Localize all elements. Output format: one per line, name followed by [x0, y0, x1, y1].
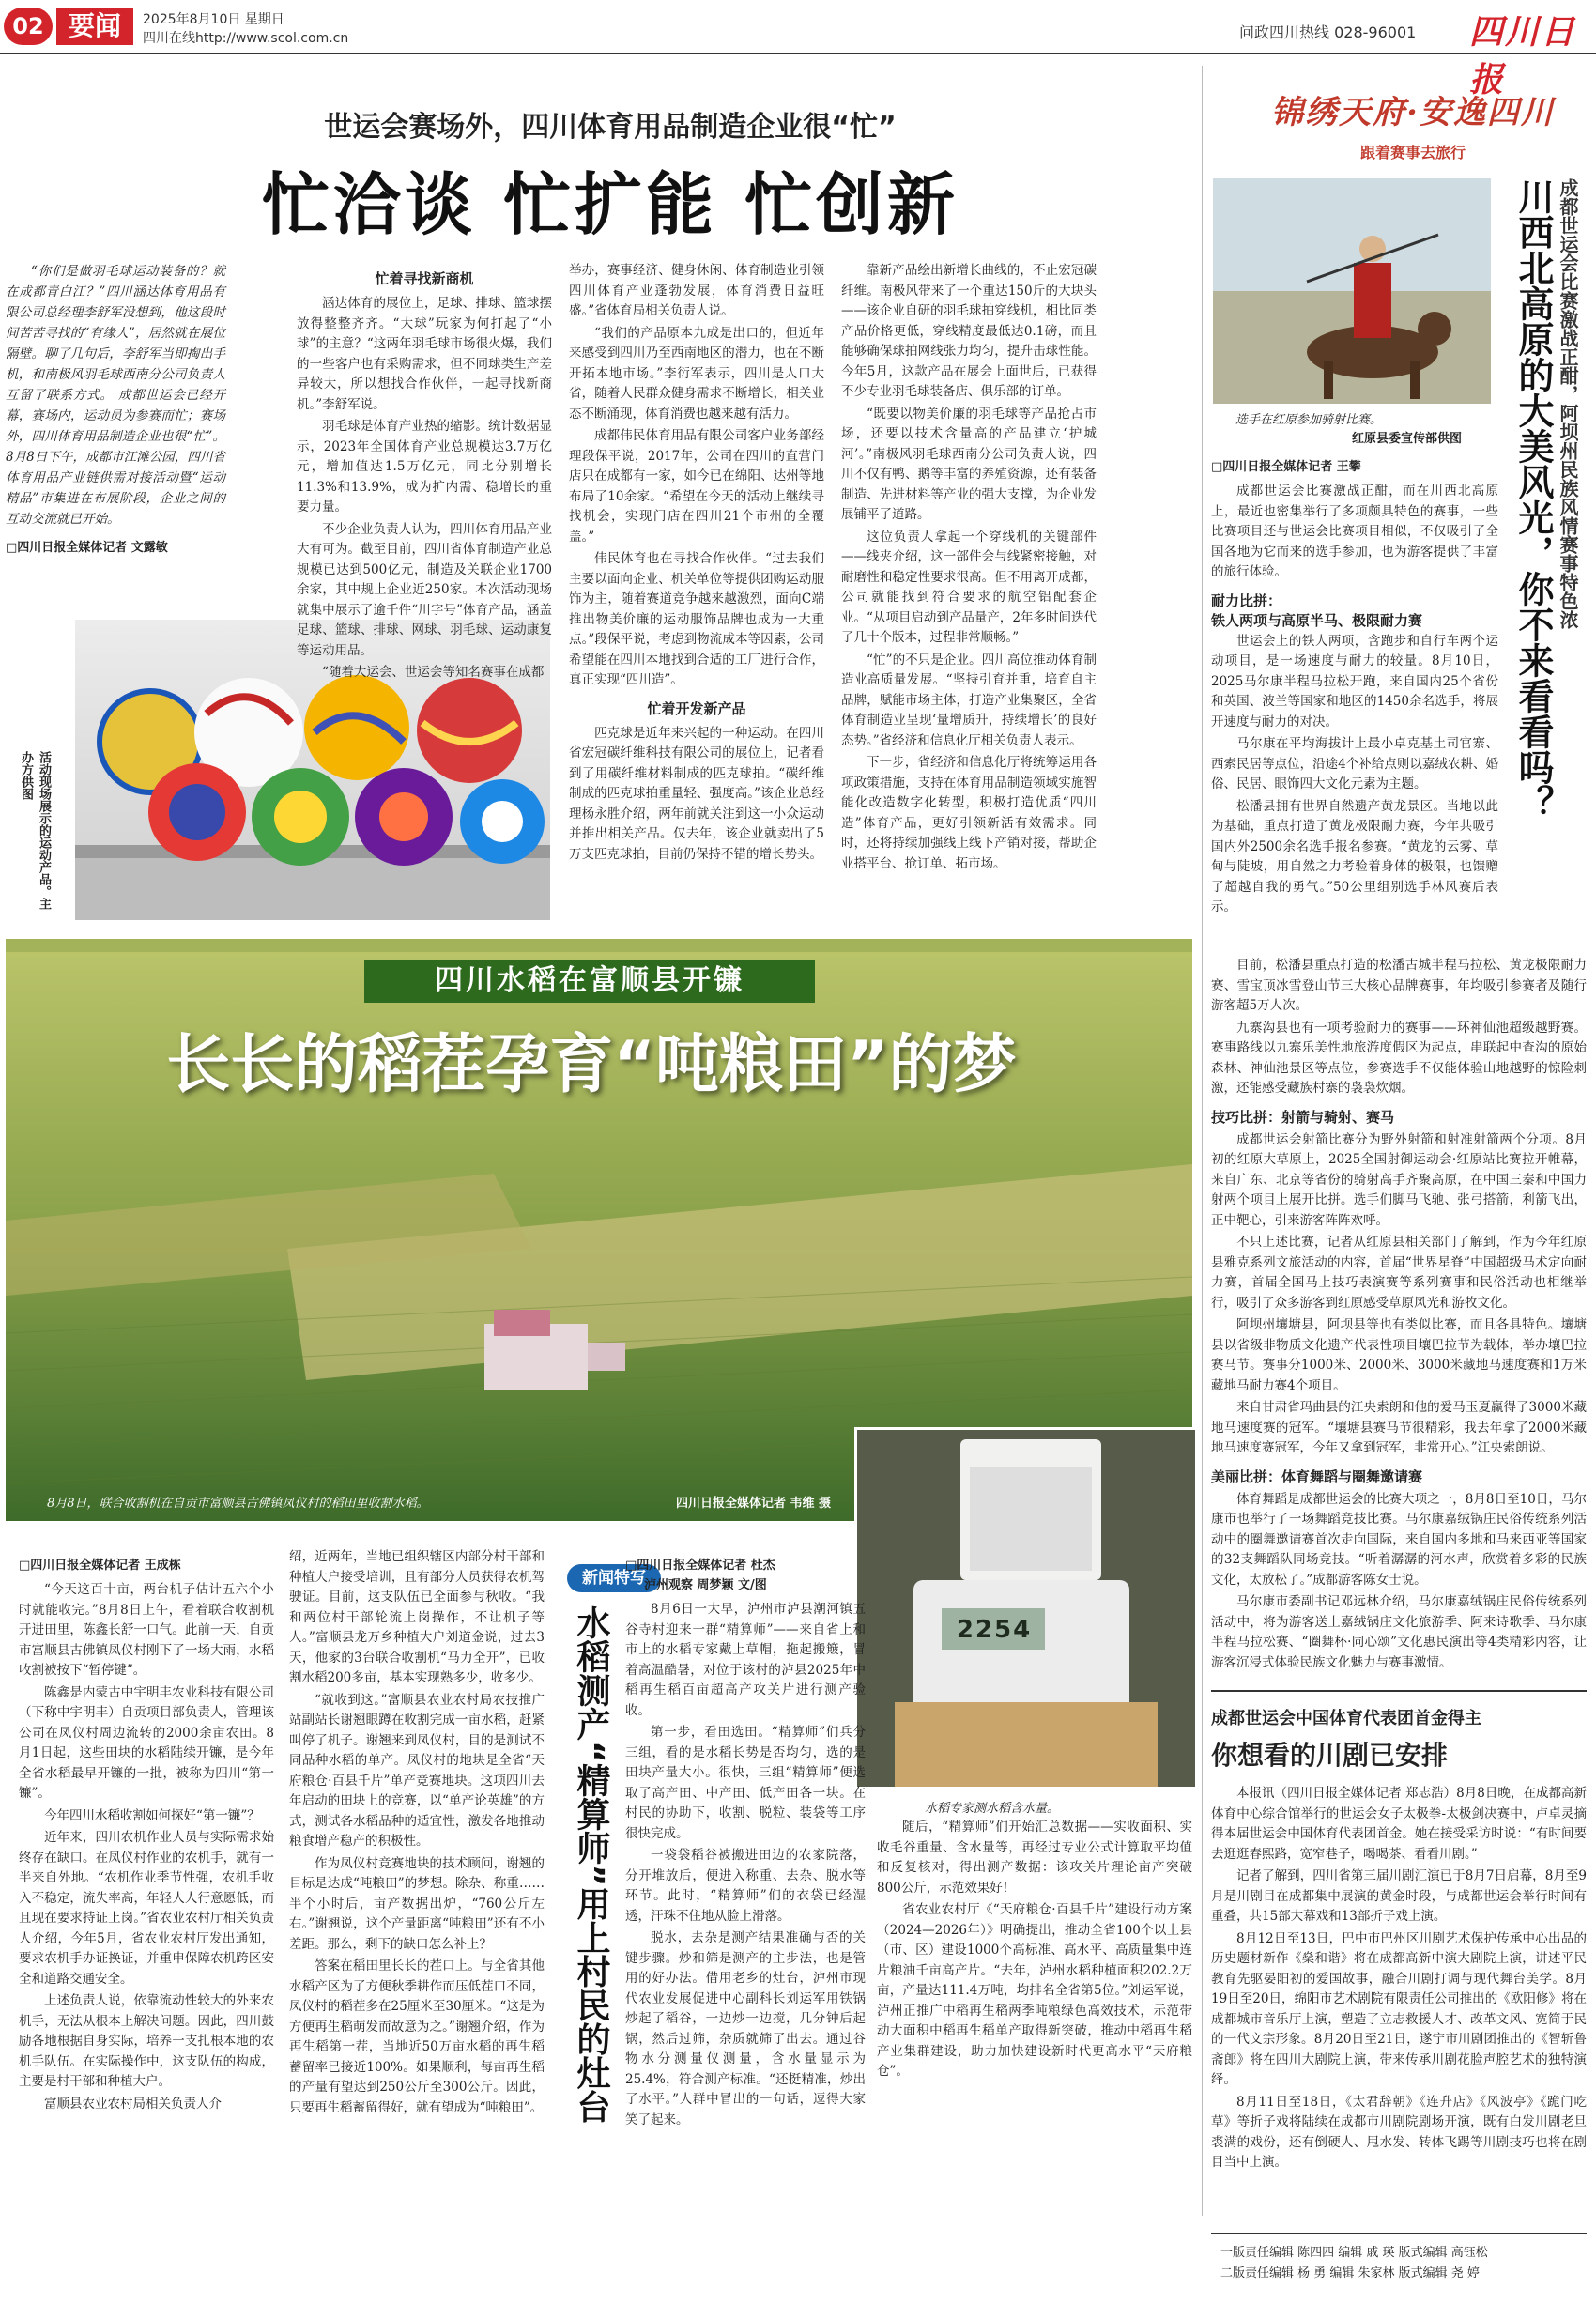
article1-paragraph: “忙”的不只是企业。四川高位推动体育制造业高质量发展。“坚持引育并重，培育自主品牌，赋能市场主体，打造产业集聚区，全省体育制造业呈现‘量增质升，持续增长’的良好态势。”省经济和信息化厅相关负责人表示。 — [841, 652, 1097, 748]
sidebar-section-2 — [1211, 1107, 1587, 1127]
article1-photo-caption: 活动现场展示的运动产品。主办方供图 — [19, 751, 51, 910]
article1-reporter: □四川日报全媒体记者 文露敏 — [6, 541, 168, 555]
article1-paragraph: 涵达体育的展位上，足球、排球、篮球摆放得整整齐齐。“大球”玩家为何打起了“小球”的主意？“这两年羽毛球市场很火爆，我们的一些客户也有采购需求，但不同球类生产差异较大，所以想找合作伙伴，一起寻找新商机。”李舒军说。 — [297, 296, 552, 412]
moisture-meter-image — [857, 1430, 1195, 1787]
meter-reading: 2254 — [956, 1616, 1033, 1644]
article1-paragraph: 不少企业负责人认为，四川体育用品产业大有可为。截至目前，四川省体育制造产业总规模已达到500亿元，制造及关联企业1700余家，其中规上企业近250家。本次活动现场就集中展示了逾千件“川字号”体育产品，涵盖足球、篮球、排球、网球、羽毛球、运动康复等运动用品。 — [297, 521, 552, 658]
sidebar2-paragraph: 本报讯（四川日报全媒体记者 郑志浩）8月8日晚，在成都高新体育中心综合馆举行的世运会女子太极拳-太极剑决赛中，卢卓灵摘得本届世运会中国体育代表团首金。她在接受采访时说：“有时间要去逛逛春熙路，宽窄巷子，喝喝茶、看看川剧。” — [1211, 1786, 1587, 1862]
article2-col3 — [625, 1547, 866, 2261]
article1-kicker: 世运会赛场外，四川体育用品制造企业很“忙” — [324, 111, 897, 144]
article2-reporter: □四川日报全媒体记者 王成栋 — [19, 1559, 181, 1573]
sidebar2-rule — [1211, 1690, 1587, 1692]
article1-paragraph: 羽毛球是体育产业热的缩影。统计数据显示，2023年全国体育产业总规模达3.7万亿元，增加值达1.5万亿元，同比分别增长11.3%和13.9%，成为扩内需、稳增长的重要力量。 — [297, 419, 552, 515]
sidebar-section-1-detail: 铁人两项与高原半马、极限耐力赛 — [1211, 611, 1423, 629]
article1-paragraph: “我们的产品原本九成是出口的，但近年来感受到四川乃至西南地区的潜力，也在不断开拓本地市场。”李衍军表示，四川是人口大省，随着人民群众健身需求不断增长，相关业态不断涌现，体育消费也越来越有活力。 — [569, 325, 824, 422]
article2-col4 — [877, 1818, 1192, 2268]
article2-paragraph: “就收到这。”富顺县农业农村局农技推广站副站长谢翘眼蹲在收割完成一亩水稻，赶紧叫停了机子。谢翘来到凤仪村，目的是测试不同品种水稻的单产。凤仪村的地块是全省“天府粮仓·百县千片”单产竞赛地块。这项四川去年启动的田块上的竞赛，以“单产论英雄”的方式，测试各水稻品种的适宜性，激发各地推动粮食增产稳产的积极性。 — [289, 1692, 545, 1849]
article2-paragraph: 陈鑫是内蒙古中宇明丰农业科技有限公司（下称中宇明丰）自贡项目部负责人，管理该公司在凤仪村周边流转的2000余亩农田。8月1日起，这些田块的水稻陆续开镰，是今年全省水稻最早开镰的一批，被称为四川“第一镰”。 — [19, 1684, 274, 1801]
sidebar-photo-caption: 选手在红原参加骑射比赛。 — [1235, 413, 1383, 427]
article2-paragraph: 随后，“精算师”们开始汇总数据——实收面积、实收毛谷重量、含水量等，再经过专业公式计算取平均值和反复核对，得出测产数据：该攻关片理论亩产突破800公斤，示范效果好！ — [877, 1820, 1192, 1896]
sidebar-body-top — [1211, 449, 1498, 956]
sidebar-paragraph: 阿坝州壤塘县，阿坝县等也有类似比赛，而且各具特色。壤塘县以省级非物质文化遗产代表性项目壤巴拉节为载体，举办壤巴拉赛马节。赛事分1000米、2000米、3000米藏地马速度赛和1万米藏地马耐力赛4个项目。 — [1211, 1317, 1587, 1393]
article2-col2 — [289, 1547, 545, 2261]
article1-paragraph: 靠新产品绘出新增长曲线的，不止宏冠碳纤维。南极风带来了一个重达150斤的大块头——该企业自研的羽毛球拍穿线机，相比同类产品价格更低，穿线精度最低达0.1磅，而且能够确保球拍网线张力均匀，提升击球性能。今年5月，这款产品在展会上面世后，已获得不少专业羽毛球装备店、俱乐部的订单。 — [841, 263, 1097, 399]
article1-col3 — [841, 261, 1097, 918]
sidebar-paragraph: 世运会上的铁人两项，含跑步和自行车两个运动项目，是一场速度与耐力的较量。8月10日，2025马尔康半程马拉松开跑，来自国内25个省份和英国、波兰等国家和地区的1450余名选手，将展开速度与耐力的对决。 — [1211, 633, 1498, 730]
masthead-rule — [0, 53, 1596, 54]
sidebar-paragraph: 马尔康在平均海拔计上最小卓克基土司官寨、西索民居等点位，沿途4个补给点则以嘉绒农耕、婚俗、民居、眼饰四大文化元素为主题。 — [1211, 736, 1498, 791]
article2-paragraph: “今天这百十亩，两台机子估计五六个小时就能收完。”8月8日上午，看着联合收割机开进田里，陈鑫长舒一口气。此前一天，自贡市富顺县古佛镇凤仪村刚下了一场大雨，水稻收割被按下“暂停键”。 — [19, 1582, 274, 1678]
news-feature-tag: 新闻特写 — [567, 1564, 661, 1592]
article1-col1 — [297, 261, 552, 680]
sidebar-paragraph: 九寨沟县也有一项考验耐力的赛事——环神仙池超级越野赛。赛事路线以九寨乐美性地旅游度假区为起点，串联起中查沟的原始森林、神仙池景区等点位，参赛选手不仅能体验山地越野的惊险刺激，还能感受藏族村寨的袅袅炊烟。 — [1211, 1020, 1587, 1096]
sidebar-section-3 — [1211, 1467, 1587, 1486]
sidebar-paragraph: 马尔康市委副书记邓远林介绍，马尔康嘉绒锅庄民俗传统系列活动中，将为游客送上嘉绒锅庄文化旅游季、阿来诗歌季、马尔康半程马拉松赛、“圈舞杯·同心颂”文化惠民演出等4类精彩内容，让游客沉浸式体验民族文化魅力与赛事激情。 — [1211, 1594, 1587, 1670]
article2-side-headline: 水稻测产“精算师”用上村民的灶台 — [572, 1605, 610, 2124]
sidebar-reporter: □四川日报全媒体记者 王攀 — [1211, 460, 1361, 474]
article2-paragraph: 一袋袋稻谷被搬进田边的农家院落，分开堆放后，便进入称重、去杂、脱水等环节。此时，“精算师”们的衣袋已经湿透，汗珠不住地从脸上滑落。 — [625, 1848, 866, 1924]
article2-photo-caption: 8月8日，联合收割机在自贡市富顺县古佛镇凤仪村的稻田里收割水稻。 — [47, 1497, 429, 1511]
article2-paragraph: 作为凤仪村竞赛地块的技术顾问，谢翘的目标是达成“吨粮田”的梦想。除杂、称重……半个小时后，亩产数据出炉，“760公斤左右。”谢翘说，这个产量距离“吨粮田”还有不小差距。那么，剩下的缺口怎么补上？ — [289, 1855, 545, 1952]
footer-credits-1: 一版责任编辑 陈四四 编辑 戚 瑛 版式编辑 高钰松 — [1220, 2246, 1488, 2260]
article1-paragraph: 成都伟民体育用品有限公司客户业务部经理段保平说，2017年，公司在四川的直营门店只在成都有一家，如今已在绵阳、达州等地布局了10余家。“希望在今天的活动上继续寻找机会，实现门店在四川21个市州的全覆盖。” — [569, 428, 824, 545]
sidebar-paragraph: 体育舞蹈是成都世运会的比赛大项之一，8月8日至10日，马尔康市也举行了一场舞蹈竞技比赛。马尔康嘉绒锅庄民俗传统系列活动中的圈舞邀请赛首次走向国际，来自国内多地和马来西亚等国家的32支舞蹈队同场竞技。“听着潺潺的河水声，欣赏着多彩的民族文化，太放松了。”成都游客陈女士说。 — [1211, 1491, 1587, 1588]
article1-paragraph: “随着大运会、世运会等知名赛事在成都 — [322, 665, 545, 680]
article2-paragraph: 省农业农村厅《“天府粮仓·百县千片”建设行动方案（2024—2026年）》明确提出，推动全省100个以上县（市、区）建设1000个高标准、高水平、高质量集中连片粮油千亩高产片。“去年，泸州水稻种植面积202.2万亩，产量达111.4万吨，均排名全省第5位。”刘运军说，泸州正推广中稻再生稻两季吨粮绿色高效技术，示范带动大面积中稻再生稻单产取得新突破，推动中稻再生稻产业集群建设，助力加快建设新时代更高水平“天府粮仓”。 — [877, 1902, 1192, 2079]
sidebar-body-bottom — [1211, 956, 1587, 1669]
article1-paragraph: 匹克球是近年来兴起的一种运动。在四川省宏冠碳纤维科技有限公司的展位上，记者看到了用碳纤维材料制成的匹克球拍。“碳纤维制成的匹克球拍重量轻、强度高。”该企业总经理杨永胜介绍，两年前就关注到这一小众运动并推出相关产品。仅去年，该企业就卖出了5万支匹克球拍，目前仍保持不错的增长势头。 — [569, 725, 824, 862]
sidebar2-kicker: 成都世运会中国体育代表团首金得主 — [1211, 1709, 1481, 1728]
section-label: 要闻 — [56, 8, 133, 45]
sidebar-photo-credit: 红原县委宣传部供图 — [1352, 432, 1463, 446]
article1-headline: 忙洽谈 忙扩能 忙创新 — [261, 165, 959, 244]
article2-paragraph: 绍，近两年，当地已组织辖区内部分村干部和种植大户接受培训，且有部分人员获得农机驾驶证。目前，这支队伍已全面参与秋收。“我和两位村干部轮流上岗操作，不让机子等人。”富顺县龙万乡种植大户刘道金说，过去3天，他家的3台联合收割机“马力全开”，已收割水稻200多亩，基本实现熟多少，收多少。 — [289, 1549, 545, 1685]
sidebar-section-1 — [1211, 591, 1498, 630]
article1-lead-column — [6, 261, 225, 571]
sidebar-subtitle: 成都世运会比赛激战正酣，阿坝州民族风情赛事特色浓 — [1557, 178, 1579, 629]
sidebar-section-2-detail: 射箭与骑射、赛马 — [1281, 1108, 1395, 1126]
sidebar-series-sub: 跟着赛事去旅行 — [1359, 144, 1466, 161]
article1-subhead-2: 忙着开发新产品 — [647, 699, 746, 717]
horse-archer-image — [1213, 178, 1491, 404]
page-number-badge: 02 — [4, 8, 53, 45]
article1-paragraph: 下一步，省经济和信息化厅将统筹运用各项政策措施，支持在体育用品制造领域实施智能化改造数字化转型，积极打造优质“四川造”体育产品，更好引领新活有效需求。同时，还将持续加强线上线下产销对接，帮助企业搭平台、抢订单、拓市场。 — [841, 755, 1097, 871]
paper-logo: 四川日报 — [1469, 12, 1577, 100]
article2-headline: 长长的稻茬孕育“吨粮田”的梦 — [166, 1028, 1017, 1102]
article1-subhead-1: 忙着寻找新商机 — [375, 270, 474, 287]
article2-paragraph: 脱水，去杂是测产结果准确与否的关键步骤。炒和筛是测产的主步法，也是管用的好办法。借用老乡的灶台，泸州市现代农业发展促进中心副科长刘运军用铁锅炒起了稻谷，一边炒一边搅，几分钟后起锅，然后过筛，杂质就筛了出去。通过谷物水分测量仪测量，含水量显示为25.4%，符合测产标准。“还挺精准，炒出了水平。”人群中冒出的一句话，逗得大家笑了起来。 — [625, 1930, 866, 2127]
sidebar2-paragraph: 记者了解到，四川省第三届川剧汇演已于8月7日启幕，8月至9月是川剧目在成都集中展演的黄金时段，与成都世运会举行时间有重叠，共15部大幕戏和13部折子戏上演。 — [1211, 1868, 1587, 1924]
article2-paragraph: 上述负责人说，依靠流动性较大的外来农机手，无法从根本上解决问题。因此，四川鼓励各地根据自身实际，培养一支扎根本地的农机手队伍。在实际操作中，这支队伍的构成，主要是村干部和种植大户。 — [19, 1993, 274, 2089]
article2-inset-photo — [854, 1427, 1198, 1789]
article1-paragraph: “既要以物美价廉的羽毛球等产品抢占市场，还要以技术含量高的产品建立‘护城河’。”南极风羽毛球西南分公司负责人说，四川不仅有鸭、鹅等丰富的养殖资源，还有装备制造、先进材料等产业的强大支撑，为企业发展铺平了道路。 — [841, 406, 1097, 522]
sidebar-section-3-detail: 体育舞蹈与圈舞邀请赛 — [1281, 1467, 1423, 1485]
article2-paragraph: 今年四川水稻收割如何探好“第一镰”？ — [44, 1807, 260, 1823]
website-url[interactable]: 四川在线http://www.scol.com.cn — [143, 31, 349, 46]
sidebar-divider — [1202, 66, 1203, 2216]
article1-paragraph: 举办，赛事经济、健身休闲、体育制造业引领四川体育产业蓬勃发展，体育消费日益旺盛。”省体育局相关负责人说。 — [569, 263, 824, 318]
sidebar2-paragraph: 8月11日至18日，《太君辞朝》《连升店》《风波亭》《跪门吃草》等折子戏将陆续在成都市川剧院剧场开演，既有白发川剧老旦裘满的戏份，还有倒硬人、甩水发、转体飞踢等川剧技巧也将在剧目当中上演。 — [1211, 2094, 1587, 2170]
article2-paragraph: 答案在稻田里长长的茬口上。与全省其他水稻产区为了方便秋季耕作而压低茬口不同，凤仪村的稻茬多在25厘米至30厘米。“这是为方便再生稻萌发而故意为之。”谢翘介绍，作为再生稻第一茬，当地近50万亩水稻的再生稻蓄留率已接近100%。如果顺利，每亩再生稻的产量有望达到250公斤至300公斤。因此，只要再生稻蓄留得好，就有望成为“吨粮田”。 — [289, 1958, 545, 2115]
article2-byline-1: □四川日报全媒体记者 杜杰 — [625, 1559, 775, 1573]
article2-paragraph: 富顺县农业农村局相关负责人介 — [44, 2096, 222, 2112]
sidebar-paragraph: 目前，松潘县重点打造的松潘古城半程马拉松、黄龙极限耐力赛、雪宝顶冰雪登山节三大核心品牌赛事，年均吸引参赛者及随行游客超5万人次。 — [1211, 958, 1587, 1013]
sidebar-paragraph: 不只上述比赛，记者从红原县相关部门了解到，作为今年红原县雅克系列文旅活动的内容，首届“世界星脊”中国超级马术定向耐力赛，首届全国马上技巧表演赛等系列赛事和民俗活动也相继举行，吸引了众多游客到红原感受草原风光和游牧文化。 — [1211, 1235, 1587, 1311]
issue-date: 2025年8月10日 星期日 — [143, 12, 284, 27]
sidebar2-headline: 你想看的川剧已安排 — [1211, 1740, 1449, 1771]
sidebar-paragraph: 松潘县拥有世界自然遗产黄龙景区。当地以此为基础，重点打造了黄龙极限耐力赛，今年共吸引国内外2500余名选手报名参赛。“黄龙的云雾、草甸与陡坡，用自然之力考验着身体的极限，也馈赠了超越自我的勇气。”50公里组别选手林风赛后表示。 — [1211, 798, 1498, 914]
article1-paragraph: 这位负责人拿起一个穿线机的关键部件——线夹介绍，这一部件会与线紧密接触，对耐磨性和稳定性要求很高。但不用离开成都，公司就能找到符合要求的航空铝配套企业。“从项目启动到产品量产，2年多时间迭代了几十个版本，过程非常顺畅。” — [841, 529, 1097, 645]
article2-photo-credit: 四川日报全媒体记者 韦维 摄 — [676, 1497, 832, 1511]
hotline: 问政四川热线 028-96001 — [1239, 23, 1417, 41]
sidebar-paragraph: 成都世运会比赛激战正酣，而在川西北高原上，最近也密集举行了多项颇具特色的赛事，一些比赛项目还与世运会比赛项目相似，不仅吸引了全国各地为它而来的选手参加，也为游客提供了丰富的旅行体验。 — [1211, 484, 1498, 579]
sidebar-section-2-label: 技巧比拼： — [1211, 1108, 1282, 1126]
sidebar2-body — [1211, 1784, 1587, 2225]
article2-col1 — [19, 1547, 274, 2261]
footer-rule — [1211, 2233, 1587, 2234]
sidebar-series-title: 锦绣天府·安逸四川 — [1271, 94, 1555, 131]
sidebar2-paragraph: 8月12日至13日，巴中市巴州区川剧艺术保护传承中心出品的历史题材新作《燊和谐》将在成都高新中演大剧院上演，讲述平民教育先驱晏阳初的爱国故事，融合川剧打调与现代舞台美学。8月19日至20日，绵阳市艺术剧院有限责任公司推出的《欧阳修》将在成都城市音乐厅上演，塑造了立志救援人才、改革文风、宽简于民的一代文宗形象。8月20日至21日，遂宁市川剧团推出的《智斩鲁斋郎》将在四川大剧院上演，带来传承川剧花脸声腔艺术的独特演绎。 — [1211, 1930, 1587, 2087]
article1-lead: “你们是做羽毛球运动装备的？就在成都青白江？”四川涵达体育用品有限公司总经理李舒军没想到，他这段时间苦苦寻找的“有缘人”，居然就在展位隔壁。聊了几句后，李舒军当即掏出手机，和南极风羽毛球西南分公司负责人互留了联系方式。 成都世运会已经开幕，赛场内，运动员为参赛而忙；赛场外，四川体育用品制造企业也很“忙”。8月8日下午，成都市江滩公园，四川省体育用品产业链供需对接活动暨“运动精品”市集进在布展阶段，企业之间的互动交流就已开始。 — [6, 264, 225, 527]
article2-paragraph: 第一步，看田选田。“精算师”们兵分三组，看的是水稻长势是否均匀，选的是田块产量大小。很快，三组“精算师”便选取了高产田、中产田、低产田各一块。在村民的协助下，收割、脱粒、装袋等工序很快完成。 — [625, 1725, 866, 1841]
article1-col2 — [569, 261, 824, 918]
sidebar-section-1-label: 耐力比拼： — [1211, 591, 1282, 609]
sidebar-section-3-label: 美丽比拼： — [1211, 1467, 1282, 1485]
sidebar-headline: 川西北高原的大美风光，你不来看看吗？ — [1512, 178, 1554, 821]
article2-banner: 四川水稻在富顺县开镰 — [364, 960, 815, 1003]
article2-byline-2: 泸州观察 周梦颖 文/图 — [644, 1578, 767, 1592]
sidebar-paragraph: 来自甘肃省玛曲县的江央索朗和他的爱马玉夏赢得了3000米藏地马速度赛的冠军。“壤塘县赛马节很精彩，我去年拿了2000米藏地马速度赛冠军，今年又拿到冠军，非常开心。”江央索朗说。 — [1211, 1400, 1587, 1455]
article2-inset-caption: 水稻专家测水稻含水量。 — [925, 1802, 1060, 1816]
sidebar-paragraph: 成都世运会射箭比赛分为野外射箭和射准射箭两个分项。8月初的红原大草原上，2025全国射御运动会·红原站比赛拉开帷幕，来自广东、北京等省份的骑射高手齐聚高原，在中国三秦和中国力射两个项目上展开比拼。选手们脚马飞驰、张弓搭箭，利箭飞出，正中靶心，引来游客阵阵欢呼。 — [1211, 1131, 1587, 1228]
article1-paragraph: 伟民体育也在寻找合作伙伴。“过去我们主要以面向企业、机关单位等提供团购运动服饰为主，随着赛道竞争越来越激烈，面向C端推出物美价廉的运动服饰品牌也成为一大重点。”段保平说，考虑到物流成本等因素，公司希望能在四川本地找到合适的工厂进行合作，真正实现“四川造”。 — [569, 551, 824, 687]
article2-paragraph: 8月6日一大早，泸州市泸县潮河镇五谷寺村迎来一群“精算师”——来自省上和市上的水稻专家戴上草帽，拖起搬簸，冒着高温酷暑，对位于该村的泸县2025年中稻再生稻百亩超高产攻关片进行测产验收。 — [625, 1602, 866, 1718]
masthead — [0, 0, 1596, 100]
sidebar-photo — [1213, 178, 1491, 404]
footer-credits-2: 二版责任编辑 杨 勇 编辑 朱家林 版式编辑 尧 婷 — [1220, 2266, 1480, 2281]
article2-paragraph: 近年来，四川农机作业人员与实际需求始终存在缺口。在凤仪村作业的农机手，就有一半来自外地。“农机作业季节性强，农机手收入不稳定，流失率高，年轻人人行意愿低，而且现在要求持证上岗。”省农业农村厅相关负责人介绍，今年5月，省农业农村厅发出通知，要求农机手办证换证，并重申保障农机跨区安全和道路交通安全。 — [19, 1830, 274, 1987]
